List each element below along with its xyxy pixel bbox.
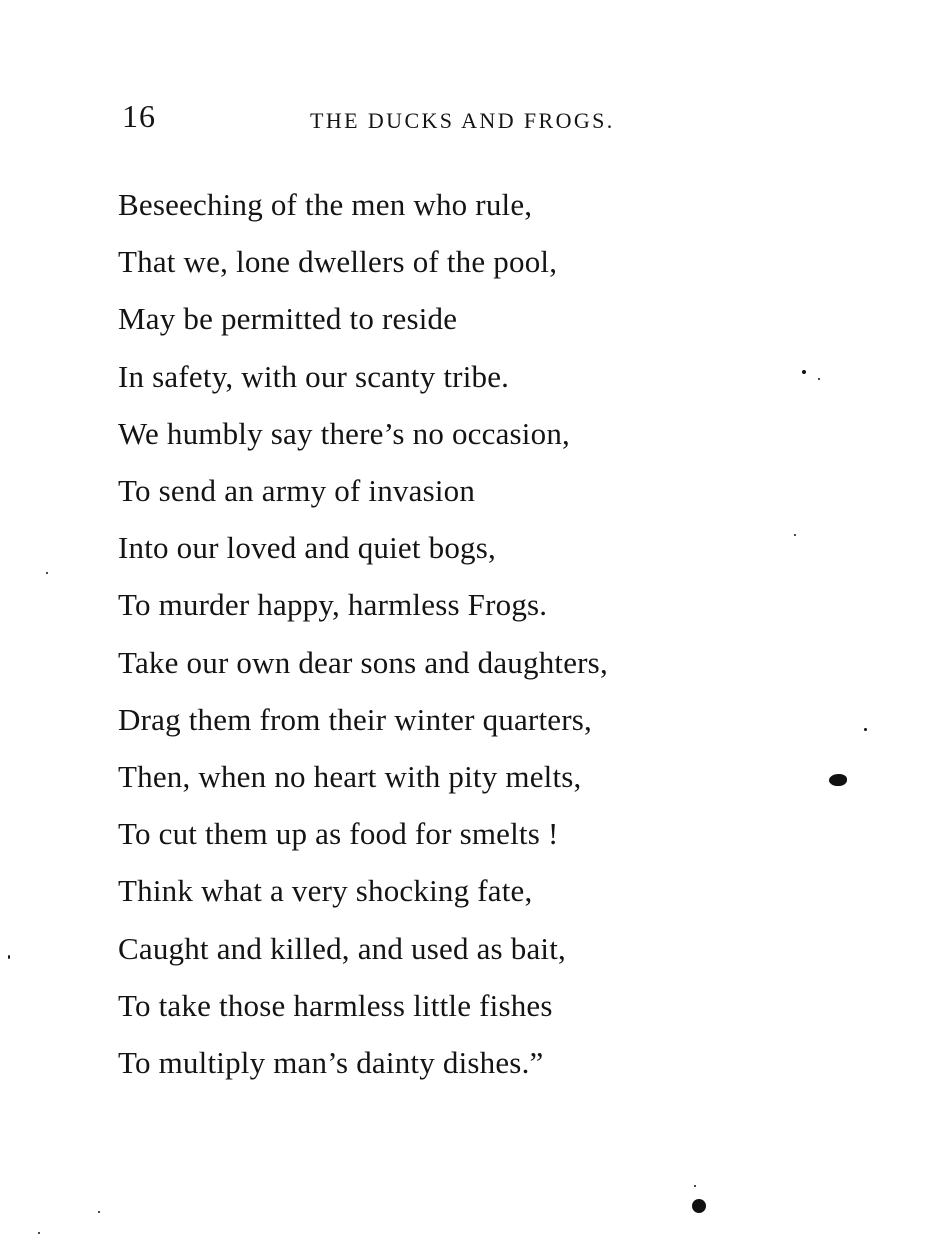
ink-speck — [46, 572, 48, 574]
ink-speck — [98, 1211, 100, 1213]
page-number: 16 — [122, 98, 156, 134]
verse-line: Take our own dear sons and daughters, — [118, 644, 608, 680]
verse-line: Drag them from their winter quarters, — [118, 701, 592, 737]
verse-line: To send an army of invasion — [118, 473, 476, 509]
verse-line: To cut them up as food for smelts ! — [118, 816, 559, 852]
ink-speck — [694, 1185, 696, 1187]
verse-line: Beseeching of the men who rule, — [118, 187, 533, 222]
verse-line: Caught and killed, and used as bait, — [118, 930, 566, 966]
verse-line: To murder happy, harmless Frogs. — [118, 587, 548, 623]
verse-line: Then, when no heart with pity melts, — [118, 759, 582, 795]
verse-line: That we, lone dwellers of the pool, — [118, 244, 558, 280]
ink-speck — [8, 955, 10, 959]
running-title: THE DUCKS AND FROGS. — [310, 108, 615, 133]
verse-line: Think what a very shocking fate, — [118, 873, 533, 909]
verse-line: In safety, with our scanty tribe. — [118, 358, 510, 394]
ink-blot — [692, 1199, 706, 1213]
ink-speck — [38, 1232, 40, 1234]
verse-line: Into our loved and quiet bogs, — [118, 530, 496, 566]
ink-speck — [802, 370, 806, 374]
verse-line: To multiply man’s dainty dishes.” — [118, 1045, 544, 1081]
ink-speck — [794, 534, 796, 536]
verse-line: We humbly say there’s no occasion, — [118, 415, 570, 451]
poem-text — [118, 176, 818, 1091]
verse-line: May be permitted to reside — [118, 301, 458, 337]
ink-speck — [864, 728, 867, 731]
ink-blot — [829, 774, 847, 786]
ink-speck — [818, 378, 820, 380]
verse-line: To take those harmless little fishes — [118, 987, 553, 1023]
